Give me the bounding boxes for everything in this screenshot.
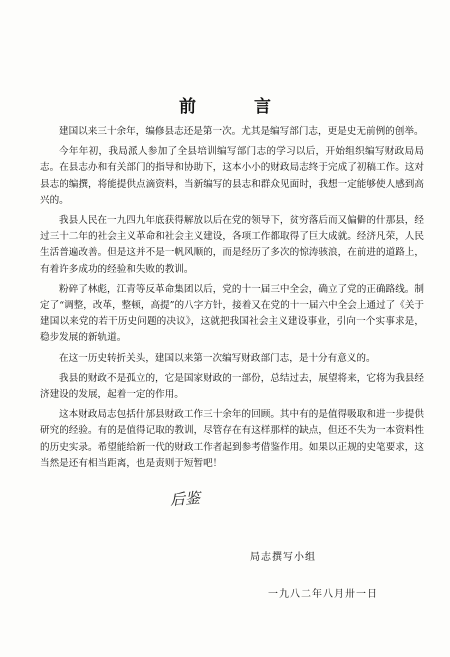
paragraph-7: 这本财政局志包括什邡县财政工作三十余年的回顾。其中有的是值得吸取和进一步提供研究的经验。有的是值得记取的教训，尽管存在有这样那样的缺点，但还不失为一本资料性的历史实录。希望能给新一代的财政工作者起到参考借鉴作用。如果以正规的史笔要求，这当然是还有相当距离，也是责则于短暂吧！ xyxy=(40,409,424,469)
document-date: 一九八二年八月卅一日 xyxy=(268,589,378,600)
document-title: 前 言 xyxy=(179,97,297,117)
handwritten-mark: 后鉴 xyxy=(169,488,201,510)
paragraph-1: 建国以来三十余年，编修县志还是第一次。尤其是编写部门志，更是史无前例的创举。 xyxy=(59,126,424,137)
paragraph-5: 在这一历史转折关头，建国以来第一次编写财政部门志，是十分有意义的。 xyxy=(59,352,376,364)
paragraph-4: 粉碎了林彪，江青等反革命集团以后，党的十一届三中全会，确立了党的正确路线。制定了“调整，改革，整顿，高提”的八字方针，接着又在党的十一届六中全会上通过了《关于建国以来党的若干历史问题的决议》，这就把我国社会主义建设事业，引向一个实事求是，稳步发展的新轨道。 xyxy=(40,283,424,344)
paragraph-2: 今年年初，我局派人参加了全县培训编写部门志的学习以后，开始组织编写财政局局志。在县志办和有关部门的指导和协助下，这本小小的财政局志终于完成了初稿工作。这对县志的编撰，将能提供点滴资料，当新编写的县志和群众见面时，我想一定能够使人感到高兴的。 xyxy=(40,146,424,206)
signer-name: 局志撰写小组 xyxy=(250,552,316,563)
paragraph-3: 我县人民在一九四九年底获得解放以后在党的领导下，贫穷落后而又偏僻的什那县，经过三十二年的社会主义革命和社会主义建设，各项工作都取得了巨大成就。经济凡荣，人民生活普遍改善。但是这并不是一帆风顺的，而是经历了多次的惊涛骇浪，在前进的道路上，有着许多成功的经验和失败的教训。 xyxy=(40,215,424,275)
paragraph-6: 我县的财政不是孤立的，它是国家财政的一部份，总结过去，展望将来，它将为我县经济建设的发展，起着一定的作用。 xyxy=(40,372,424,401)
document-body xyxy=(40,124,424,476)
